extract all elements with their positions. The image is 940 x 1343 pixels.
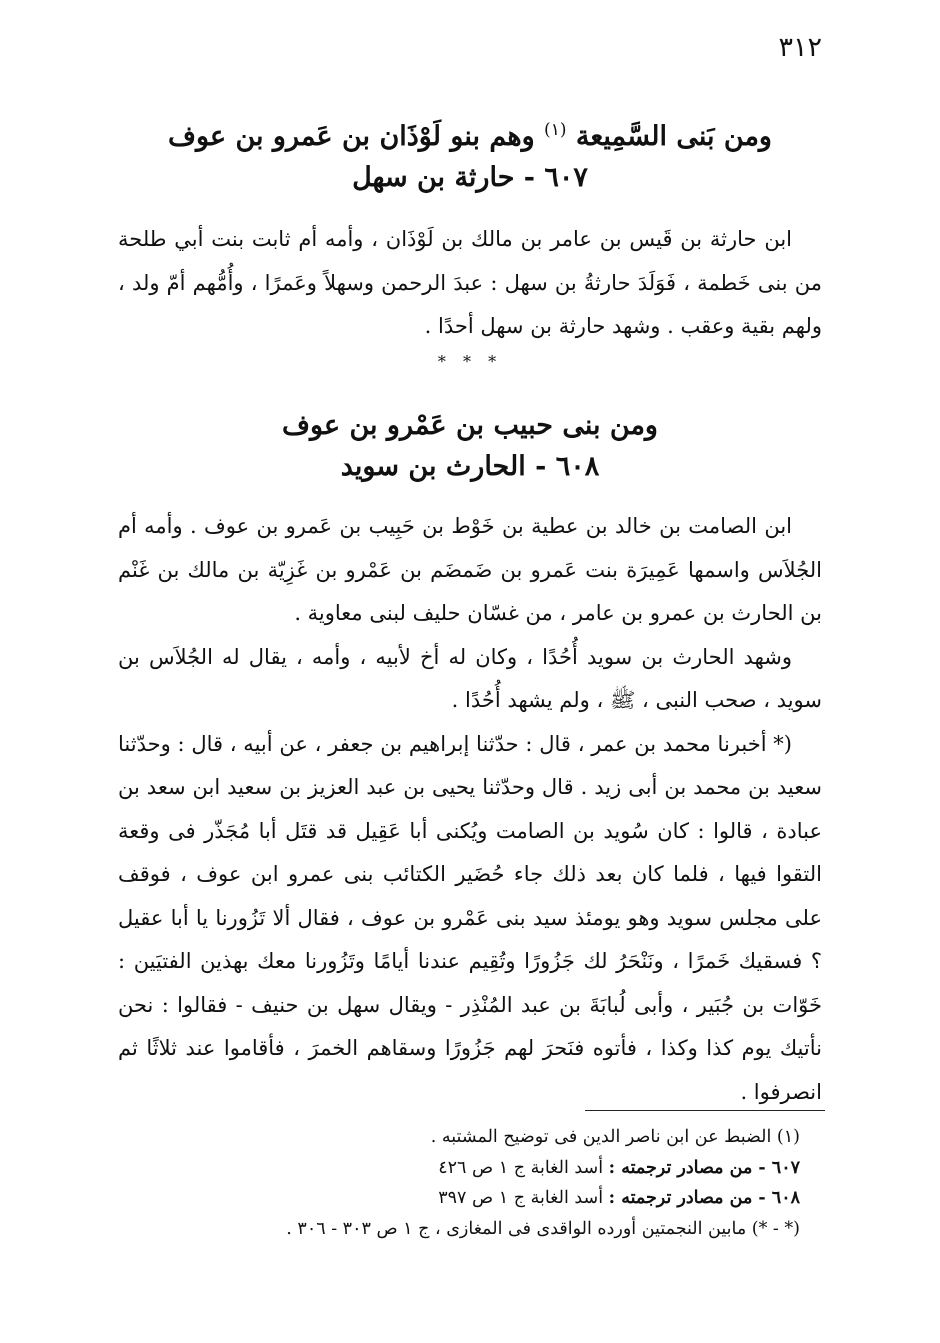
footnote-ref-1[interactable]: (١) bbox=[544, 120, 567, 140]
section-heading-2 bbox=[115, 405, 825, 487]
heading-2-title: ومن بنى حبيب بن عَمْرو بن عوف bbox=[282, 410, 658, 441]
heading-1-line-1 bbox=[115, 110, 825, 157]
footnote-608-text: أسد الغابة ج ١ ص ٣٩٧ bbox=[438, 1188, 604, 1208]
section-separator: * * * bbox=[437, 352, 503, 371]
heading-2-entry-title: ٦٠٨ - الحارث بن سويد bbox=[340, 451, 600, 482]
footnote-star: (* - *) مابين النجمتين أورده الواقدى فى المغازى ، ج ١ ص ٣٠٣ - ٣٠٦ . bbox=[286, 1218, 800, 1239]
section-1-body bbox=[118, 218, 822, 349]
footnote-divider bbox=[585, 1110, 825, 1111]
section-heading-1 bbox=[115, 110, 825, 198]
heading-1-entry-title: ٦٠٧ - حارثة بن سهل bbox=[352, 162, 588, 193]
section-2-paragraph-3: (* أخبرنا محمد بن عمر ، قال : حدّثنا إبراهيم بن جعفر ، عن أبيه ، قال : وحدّثنا سعيد بن محمد بن أبى زيد . قال وحدّثنا يحيى بن عبد العزيز بن سعيد ابن سعد بن عبادة ، قالوا : كان سُويد بن الصامت ويُكنى أبا عَقِيل قد قتَل أبا مُجَذّر فى وقعة التقوا فيها ، فلما كان بعد ذلك جاء حُضَير الكتائب بنى عمرو ابن عوف ، فوقف على مجلس سويد وهو يومئذ سيد بنى عَمْرو بن عوف ، فقال ألا تَزُورنا يا أبا عقيل ؟ فسقيك خَمرًا ، ونَنْحَرُ لك جَزُورًا وتُقِيم عندنا أيامًا وتَزُورنا معك بهذين الفتيَين : خَوّات بن جُبَير ، وأبى لُبابَةَ بن عبد المُنْذِر - ويقال سهل بن حنيف - فقالوا : نحن نأتيك يوم كذا وكذا ، فأتوه فنَحرَ لهم جَزُورًا وسقاهم الخمرَ ، فأقاموا عند ثلاثًا ثم انصرفوا . bbox=[118, 731, 822, 1104]
footnote-607-label: ٦٠٧ - من مصادر ترجمته : bbox=[608, 1157, 800, 1178]
section-2-body bbox=[118, 505, 822, 1114]
heading-1-title: ومن بَنى السَّمِيعة bbox=[575, 121, 772, 152]
footnote-608-label: ٦٠٨ - من مصادر ترجمته : bbox=[608, 1188, 800, 1208]
footnote-607-text: أسد الغابة ج ١ ص ٤٢٦ bbox=[438, 1157, 604, 1178]
footnote-608 bbox=[150, 1183, 800, 1214]
page-number: ٣١٢ bbox=[778, 32, 822, 63]
footnote-1: (١) الضبط عن ابن ناصر الدين فى توضيح المشتبه . bbox=[430, 1127, 800, 1147]
section-2-paragraph-1: ابن الصامت بن خالد بن عطية بن خَوْط بن حَبِيب بن عَمرو بن عوف . وأمه أم الجُلاَس واسمها عَمِيرَة بنت عَمرو بن ضَمضَم بن عَمْرو بن غَزِيّة بن مالك بن غَنْم بن الحارث بن عمرو بن عامر ، من غسّان حليف لبنى معاوية . bbox=[118, 514, 822, 625]
section-1-paragraph: ابن حارثة بن قَيس بن عامر بن مالك بن لَوْذَان ، وأمه أم ثابت بنت أبي طلحة من بنى خَطمة ، فَوَلَدَ حارثةُ بن سهل : عبدَ الرحمن وسهلاً وعَمرًا ، وأُمُّهم أمّ ولد ، ولهم بقية وعقب . وشهد حارثة بن سهل أحدًا . bbox=[118, 227, 822, 338]
heading-1-title-rest: وهم بنو لَوْذَان بن عَمرو بن عوف bbox=[168, 121, 535, 152]
footnote-607 bbox=[150, 1153, 800, 1184]
footnotes bbox=[150, 1122, 800, 1244]
section-2-paragraph-2: وشهد الحارث بن سويد أُحُدًا ، وكان له أخ لأبيه ، وأمه ، يقال له الجُلاَس بن سويد ، صحب النبى ، ﷺ ، ولم يشهد أُحُدًا . bbox=[118, 644, 822, 712]
